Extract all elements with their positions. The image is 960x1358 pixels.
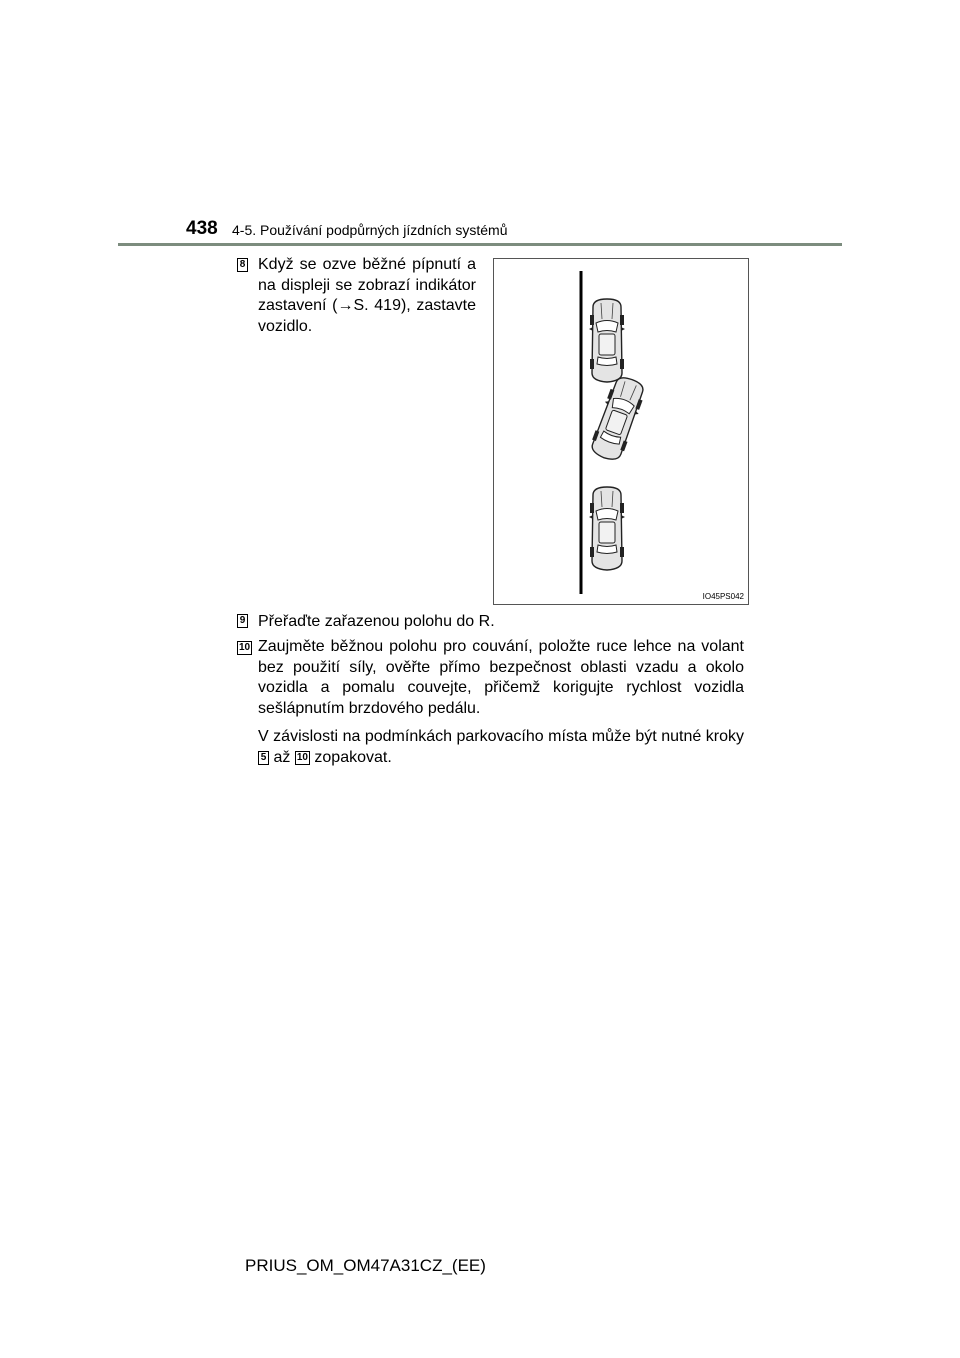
header-rule [118, 243, 842, 246]
step-badge-10: 10 [239, 642, 251, 653]
section-title: 4-5. Používání podpůrných jízdních systémů [232, 222, 508, 238]
maneuvering-car [587, 373, 649, 463]
repeat-note [258, 727, 744, 768]
note-text-1: V závislosti na podmínkách parkovacího místa může být nutné kroky [258, 728, 744, 745]
note-text-2: až [273, 748, 291, 766]
note-badge-10: 10 [296, 751, 308, 763]
step-badge-8: 8 [237, 258, 248, 272]
page-number: 438 [186, 218, 218, 239]
step-8-text [258, 255, 476, 337]
step-10-text [258, 637, 744, 719]
note-badge-5: 5 [258, 751, 269, 765]
parked-car-front [589, 299, 625, 382]
parked-car-rear [589, 487, 625, 570]
parking-illustration [493, 258, 749, 605]
step-8-content: Když se ozve běžné pípnutí a na displeji se zobrazí indikátor zastavení (→S. 419), zastavte vozidlo. [258, 256, 476, 335]
step-badge-9: 9 [237, 614, 248, 628]
footer-doc-code: PRIUS_OM_OM47A31CZ_(EE) [245, 1256, 486, 1275]
step-9-text: Přeřaďte zařazenou polohu do R. [258, 613, 495, 630]
parking-diagram [494, 259, 750, 606]
figure-code: IO45PS042 [702, 592, 744, 601]
step-10-content: Zaujměte běžnou polohu pro couvání, položte ruce lehce na volant bez použití síly, ověřte přímo bezpečnost oblasti vzadu a okolo vozidla a pomalu couvejte, přičemž korigujte rychlost vozidla sešlápnutím brzdového pedálu. [258, 638, 744, 717]
note-text-3: zopakovat. [314, 748, 392, 766]
